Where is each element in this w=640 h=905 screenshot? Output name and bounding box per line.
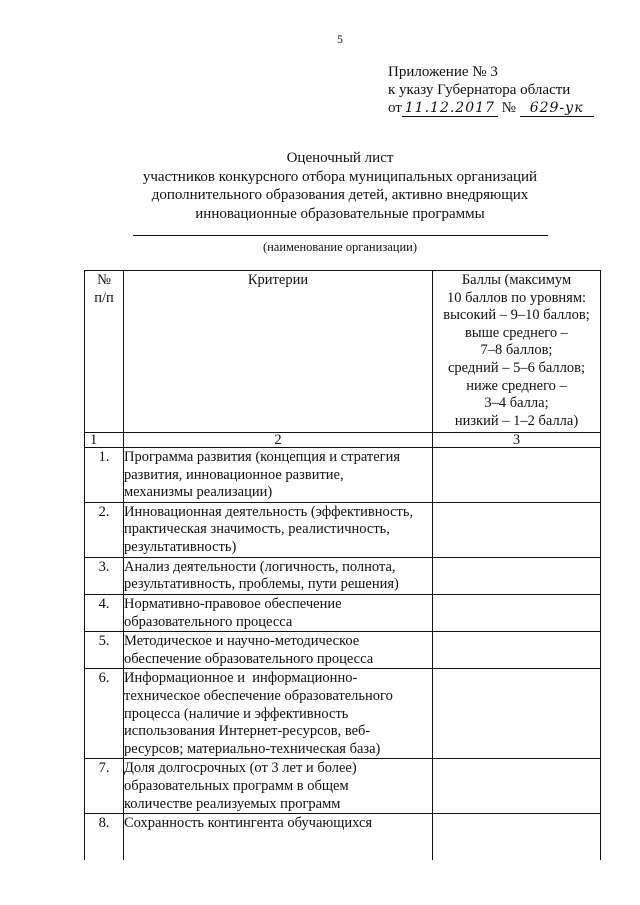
header-criteria-label: Критерии (247, 272, 309, 288)
criteria-line: Методическое и научно-методическое (124, 633, 360, 650)
table-row (85, 557, 601, 594)
criteria-line: процесса (наличие и эффективность (124, 705, 349, 722)
header-score-line: выше среднего – (464, 324, 569, 341)
appendix-block (388, 63, 594, 117)
evaluation-table (84, 270, 601, 860)
header-score-line: Баллы (максимум (461, 272, 572, 288)
appendix-decree-ref: к указу Губернатора области (388, 82, 571, 98)
criteria-line: использования Интернет-ресурсов, веб- (124, 723, 371, 740)
appendix-date-line (388, 99, 594, 117)
column-number: 1 (85, 433, 124, 448)
table-row (85, 448, 601, 503)
row-number: 2. (85, 502, 124, 557)
score-cell-empty (433, 502, 601, 557)
score-cell-empty (433, 632, 601, 669)
organization-name-caption: (наименование организации) (262, 240, 418, 254)
score-cell-empty (433, 814, 601, 860)
criteria-line: образовательных программ в общем (124, 777, 349, 794)
criteria-line: Нормативно-правовое обеспечение (124, 595, 342, 612)
criteria-line: техническое обеспечение образовательного (124, 687, 393, 704)
score-cell-empty (433, 759, 601, 814)
criteria-cell (124, 594, 433, 631)
number-sign: № (501, 100, 516, 116)
header-score-cell (433, 271, 601, 433)
criteria-line: Информационное и информационно- (124, 670, 358, 687)
criteria-line: Программа развития (концепция и стратегия (124, 449, 401, 465)
criteria-line: Инновационная деятельность (эффективность, (124, 503, 414, 520)
criteria-line: количестве реализуемых программ (124, 795, 341, 812)
row-number: 4. (85, 594, 124, 631)
criteria-cell (124, 759, 433, 814)
row-number: 5. (85, 632, 124, 669)
criteria-line: Анализ деятельности (логичность, полнота, (124, 558, 396, 575)
header-number-label: п/п (94, 289, 114, 306)
criteria-line: обеспечение образовательного процесса (124, 650, 374, 667)
table-row (85, 502, 601, 557)
subtitle-line: инновационные образовательные программы (195, 206, 485, 223)
column-number: 2 (124, 433, 433, 448)
score-cell-empty (433, 448, 601, 503)
handwritten-decree-number: 629-ук (520, 100, 594, 117)
subtitle-line: дополнительного образования детей, активно внедряющих (151, 187, 529, 204)
criteria-line: механизмы реализации) (124, 484, 273, 501)
table-row (85, 632, 601, 669)
criteria-line: Доля долгосрочных (от 3 лет и более) (124, 760, 357, 777)
table-row (85, 814, 601, 860)
criteria-cell (124, 669, 433, 759)
criteria-cell (124, 448, 433, 503)
header-criteria-cell (124, 271, 433, 433)
table-row (85, 669, 601, 759)
criteria-line: результативность, проблемы, пути решения) (124, 576, 399, 593)
header-score-line: 7–8 баллов; (480, 342, 553, 359)
criteria-line: ресурсов; материально-техническая база) (124, 740, 381, 757)
table-row (85, 594, 601, 631)
appendix-title: Приложение № 3 (388, 64, 498, 80)
criteria-cell (124, 632, 433, 669)
row-number: 3. (85, 557, 124, 594)
header-score-line: 10 баллов по уровням: (446, 289, 587, 306)
handwritten-date: 11.12.2017 (402, 100, 498, 117)
subtitle-line: участников конкурсного отбора муниципальных организаций (142, 168, 538, 185)
column-number-row (85, 433, 601, 448)
criteria-line: развития, инновационное развитие, (124, 466, 344, 483)
document-heading: Оценочный лист (286, 150, 394, 166)
header-score-line: высокий – 9–10 баллов; (443, 307, 590, 324)
score-cell-empty (433, 669, 601, 759)
criteria-cell (124, 502, 433, 557)
row-number: 7. (85, 759, 124, 814)
document-title-block (100, 149, 580, 224)
criteria-line: результативность) (124, 538, 237, 555)
table-row (85, 759, 601, 814)
criteria-cell (124, 557, 433, 594)
score-cell-empty (433, 557, 601, 594)
row-number: 1. (85, 448, 124, 503)
table-header-row (85, 271, 601, 433)
header-score-line: 3–4 балла; (484, 395, 549, 412)
criteria-line: практическая значимость, реалистичность, (124, 521, 390, 538)
column-number: 3 (433, 433, 601, 448)
header-number-label: № (97, 272, 111, 288)
row-number: 6. (85, 669, 124, 759)
date-prefix: от (388, 100, 402, 116)
header-score-line: низкий – 1–2 балла) (454, 412, 579, 429)
organization-name-blank-line (133, 235, 548, 236)
criteria-cell (124, 814, 433, 860)
header-score-line: средний – 5–6 баллов; (448, 359, 585, 376)
page-number: 5 (337, 32, 343, 46)
header-score-line: ниже среднего – (466, 377, 567, 394)
criteria-line: образовательного процесса (124, 613, 293, 630)
criteria-line: Сохранность контингента обучающихся (124, 815, 373, 832)
header-number-cell (85, 271, 124, 433)
score-cell-empty (433, 594, 601, 631)
row-number: 8. (85, 814, 124, 860)
